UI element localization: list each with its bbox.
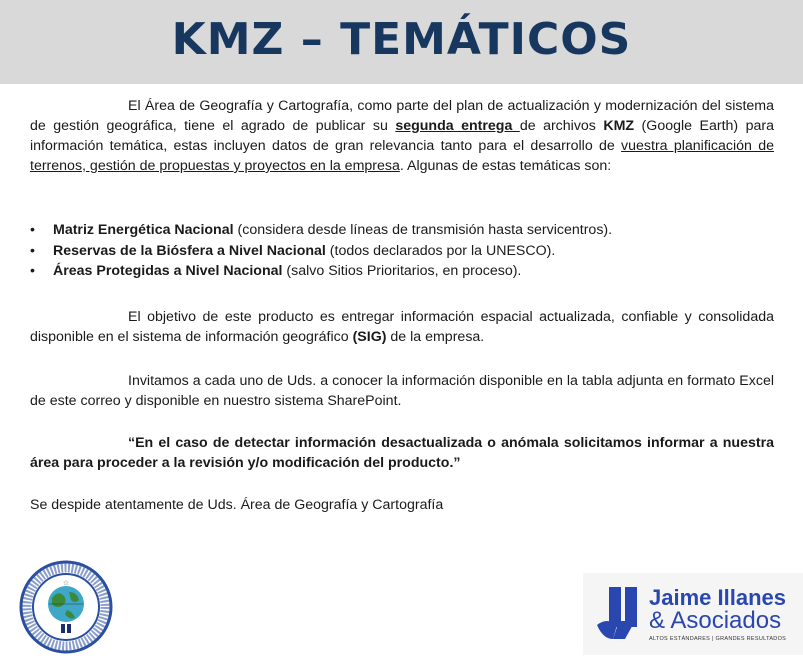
- list-item-desc: (considera desde líneas de transmisión hasta servicentros).: [233, 222, 613, 238]
- department-seal-logo: [19, 560, 113, 654]
- planning-text: vuestra planificación de terrenos, gestión de propuestas y proyectos en la empresa: [30, 138, 774, 174]
- objective-paragraph: [30, 307, 774, 347]
- objective-text: El objetivo de este producto es entregar información espacial actualizada, confiable y consolidada disponible en el sistema de información geográfico: [30, 309, 774, 345]
- list-item: [30, 261, 612, 282]
- list-item-desc: (salvo Sitios Prioritarios, en proceso).: [282, 263, 522, 279]
- page-title: KMZ – TEMÁTICOS: [171, 14, 632, 65]
- thematic-list: [30, 220, 612, 282]
- header-banner: [0, 0, 803, 84]
- company-tagline: ALTOS ESTÁNDARES | GRANDES RESULTADOS: [649, 636, 787, 642]
- kmz-text: KMZ: [603, 118, 635, 134]
- company-logo: [583, 573, 803, 655]
- invitation-text: Invitamos a cada uno de Uds. a conocer la información disponible en la tabla adjunta en formato Excel de este correo y disponible en nuestro sistema SharePoint.: [30, 373, 774, 409]
- intro-text-4: . Algunas de estas temáticas son:: [399, 158, 612, 174]
- request-paragraph: [30, 433, 774, 473]
- intro-text-3: (Google Earth) para información temática, estas incluyen datos de gran relevancia tanto para el desarrollo de: [30, 118, 774, 154]
- closing-line: Se despide atentamente de Uds. Área de Geografía y Cartografía: [30, 497, 444, 513]
- objective-text-2: de la empresa.: [386, 329, 485, 345]
- jia-mark-icon: [595, 585, 647, 641]
- list-item: [30, 241, 612, 262]
- company-name-line1: Jaime Illanes: [649, 585, 786, 610]
- list-item-title: Reservas de la Biósfera a Nivel Nacional: [53, 242, 326, 259]
- intro-text: El Área de Geografía y Cartografía, como parte del plan de actualización y modernización del sistema de gestión geográfica, tiene el agrado de publicar su: [30, 98, 774, 134]
- invitation-paragraph: [30, 371, 774, 411]
- intro-text-2: de archivos: [519, 118, 604, 134]
- company-name-line2: & Asociados: [649, 607, 782, 634]
- request-text: “En el caso de detectar información desactualizada o anómala solicitamos informar a nuestra área para proceder a la revisión y/o modificación del producto.”: [30, 435, 774, 471]
- segunda-entrega-text: segunda entrega: [395, 118, 520, 134]
- intro-paragraph: [30, 96, 774, 176]
- list-item-title: Áreas Protegidas a Nivel Nacional: [53, 263, 283, 279]
- svg-text:☆: ☆: [62, 580, 70, 587]
- list-item: [30, 220, 612, 241]
- list-item-title: Matriz Energética Nacional: [53, 222, 234, 238]
- sig-text: (SIG): [352, 329, 387, 345]
- list-item-desc: (todos declarados por la UNESCO).: [325, 242, 556, 259]
